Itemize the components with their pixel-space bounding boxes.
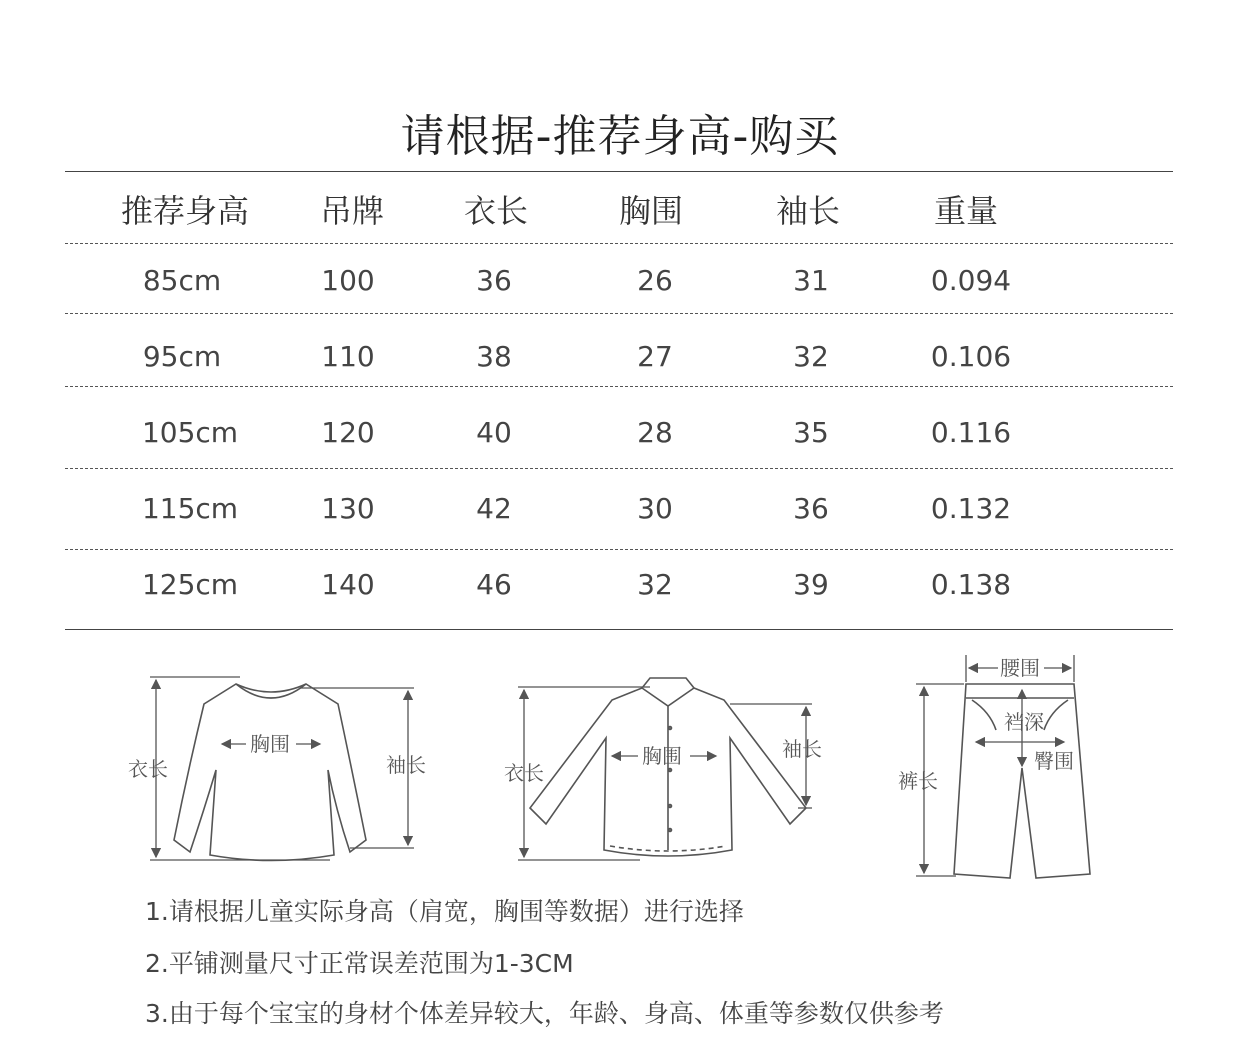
pants-waist-label: 腰围	[1000, 656, 1040, 680]
table-cell: 0.094	[930, 264, 1012, 297]
sweater-length-label: 衣长	[128, 757, 168, 781]
table-cell: 100	[321, 264, 375, 297]
page-title: 请根据-推荐身高-购买	[400, 111, 840, 162]
table-cell: 120	[321, 416, 375, 449]
table-cell: 46	[476, 568, 512, 601]
header-sleeve: 袖长	[775, 192, 841, 230]
table-cell: 0.106	[930, 340, 1012, 373]
table-cell: 130	[321, 492, 375, 525]
table-cell: 39	[793, 568, 829, 601]
header-chest: 胸围	[618, 192, 684, 230]
sweater-outline	[174, 684, 366, 861]
header-tag: 吊牌	[319, 192, 385, 230]
sweater-diagram	[150, 677, 414, 861]
table-cell: 0.138	[930, 568, 1012, 601]
sweater-sleeve-label: 袖长	[386, 753, 426, 777]
table-cell: 30	[637, 492, 673, 525]
shirt-sleeve-label: 袖长	[782, 737, 822, 761]
table-cell: 32	[793, 340, 829, 373]
pants-hip-label: 臀围	[1034, 749, 1074, 773]
sweater-chest-label: 胸围	[250, 732, 290, 756]
table-cell: 110	[321, 340, 375, 373]
table-cell: 105cm	[141, 416, 239, 449]
shirt-chest-label: 胸围	[642, 744, 682, 768]
table-cell: 0.132	[930, 492, 1012, 525]
table-cell: 28	[637, 416, 673, 449]
table-cell: 42	[476, 492, 512, 525]
table-cell: 85cm	[142, 264, 222, 297]
table-cell: 26	[637, 264, 673, 297]
table-cell: 0.116	[930, 416, 1012, 449]
note-3: 3.由于每个宝宝的身材个体差异较大，年龄、身高、体重等参数仅供参考	[145, 999, 944, 1028]
header-length: 衣长	[463, 192, 529, 230]
table-cell: 35	[793, 416, 829, 449]
header-height: 推荐身高	[120, 192, 250, 230]
note-1: 1.请根据儿童实际身高（肩宽，胸围等数据）进行选择	[145, 897, 744, 926]
table-cell: 40	[476, 416, 512, 449]
note-2: 2.平铺测量尺寸正常误差范围为1-3CM	[145, 949, 574, 978]
shirt-diagram	[518, 678, 812, 860]
table-cell: 32	[637, 568, 673, 601]
header-weight: 重量	[933, 192, 999, 230]
table-cell: 95cm	[142, 340, 222, 373]
sweater-collar	[236, 684, 306, 698]
table-cell: 36	[476, 264, 512, 297]
table-cell: 140	[321, 568, 375, 601]
pants-length-label: 裤长	[898, 769, 938, 793]
table-cell: 115cm	[141, 492, 239, 525]
table-cell: 27	[637, 340, 673, 373]
table-cell: 36	[793, 492, 829, 525]
pants-rise-label: 裆深	[1004, 710, 1044, 734]
shirt-length-label: 衣长	[504, 761, 544, 785]
table-cell: 31	[793, 264, 829, 297]
table-cell: 38	[476, 340, 512, 373]
table-cell: 125cm	[141, 568, 239, 601]
